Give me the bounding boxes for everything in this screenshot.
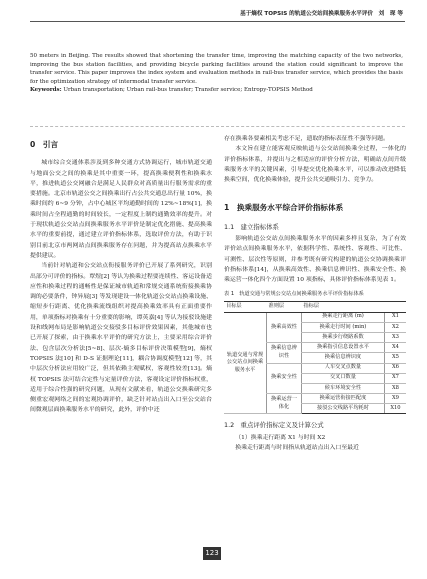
paragraph: 换乘走行距离与时间指从轨道站点出入口至最近 <box>235 445 359 452</box>
right-column <box>224 134 406 453</box>
table-header: 目标层 <box>224 301 267 312</box>
indicator-cell: 换乘走行距离 (m) <box>302 312 385 322</box>
code-cell: X6 <box>384 363 406 373</box>
table-row <box>224 312 406 322</box>
paragraph: 城市综合交通体系涉及到多种交通方式协调运行，城市轨道交通与地面公交之间的换乘是其中重要一环，提高换乘便利性和换乘水平，推进轨道公交网融合是满足人民群众对高质量出行服务需求的重要措施。北京市轨道公交之间换乘出行占公共交通总出行量 10%，换乘时间约 6~9 分钟，占中心城区平均通勤时间的 12%~18%[1]，换乘时间占全程通勤的时间较长，一定程度上制约通勤效率的提升。对于现状轨道公交站点间换乘服务水平评价是制定优化措施、提高换乘水平的重要前提，通过建立评价指标体系，选取评价方法，有助于识别目前北京市两网站点间换乘服务存在问题，并为提高站点换乘水平提供建议。 <box>30 160 212 259</box>
paragraph: 本文旨在建立能客观反映轨道与公交站间换乘全过程，一体化的评价指标体系，并提出与之相适应的评价分析方法，明确站点间升级乘服务水平的关键因素，引导提交优化换乘水平，可以推动改进降低换乘空间，优化换乘体验，提升公共交通吸引力、竞争力。 <box>224 146 406 184</box>
subsection-heading: 1.1 建立指标体系 <box>224 222 279 231</box>
indicator-cell: 换乘步行绕路系数 <box>302 332 385 342</box>
code-cell: X5 <box>384 353 406 363</box>
left-column <box>30 134 212 416</box>
subsection-heading: 1.2 重点评价指标定义及计算公式 <box>224 421 324 430</box>
indicator-cell: 交叉口数量 <box>302 373 385 383</box>
paragraph: （1）换乘走行距离 X1 与时间 X2 <box>235 434 326 441</box>
criterion-cell: 换乘信息辨识性 <box>267 343 302 363</box>
keywords-label: Keywords: <box>30 87 62 94</box>
table-caption: 表 1 轨道交通与常规公交站点间换乘服务水平评价指标体系 <box>224 290 364 297</box>
indicator-cell: 换乘信息辨识度 <box>302 353 385 363</box>
code-cell: X7 <box>384 373 406 383</box>
table-header: 准则层 <box>267 301 302 312</box>
paragraph: 影响轨道公交站点间换乘服务水平的因素多样且复杂，为了有效评价站点间换乘服务水平，依据科学性、系统性、客观性、可比性、可测性、层次性等原则，并参考既有研究构建的轨道公交协调换乘评价指标体系[14]，从换乘高效性、换乘信息辨识性、换乘安全性、换乘运营一体化四个方面设置 10 项指标，具体评价指标体系见表 1。 <box>224 236 406 284</box>
table-header: 指标层 <box>302 301 385 312</box>
criterion-cell: 换乘运营一体化 <box>267 394 302 414</box>
code-cell: X9 <box>384 394 406 404</box>
indicator-cell: 接驳公交线路平均耗时 <box>302 404 385 414</box>
indicator-cell: 人车交叉点数量 <box>302 363 385 373</box>
english-abstract <box>30 52 403 95</box>
code-cell: X10 <box>384 404 406 414</box>
indicator-cell: 换乘指引信息设置水平 <box>302 343 385 353</box>
page-number: 123 <box>203 547 221 560</box>
code-cell: X4 <box>384 343 406 353</box>
running-header: 基于熵权 TOPSIS 的轨道公交站间换乘服务水平评价 刘 琛 等 <box>30 8 405 22</box>
code-cell: X1 <box>384 312 406 322</box>
indicator-cell: 候车环境安全性 <box>302 383 385 393</box>
target-layer-cell: 轨道交通与常规公交站点间换乘服务水平 <box>224 312 267 414</box>
indicator-cell: 换乘走行时间 (min) <box>302 322 385 332</box>
indicator-cell: 换乘运营衔接匹配度 <box>302 394 385 404</box>
paragraph: 当前针对轨道和公交站点衔接服务评价已开展了系列研究，识别出部分可评价的指标。覃煜[2] 等认为换乘过程要连续性、客运设备适应性和换乘过程的通畅性是保证城市轨道和常规交通系统衔接换乘协调的必要条件，钟异展[3] 等发现建设一体化轨道公交站点换乘设施、缩短步行距离、优化换乘流线组织对提高换乘效率具有正面重要作用，单项指标对换乘有十分重要的影响，谭英嘉[4] 等认为接驳设施建设和线网布局是影响轨道公交接驳多目标评价效果因素，其他城市也已开展了探索，由于换乘水平评价的研究方法上，主要采用综合评价法、包含层次分析法[5~8]、层次-熵多目标评价决策模型[9]，熵权 TOPSIS 法[10] 和 D-S 证据理论[11]，耦合协调度模型[12] 等，其中层次分析法应用较广泛，但其依赖主观赋权，客观性较差[13]。熵权 TOPSIS 法可结合定性与定量评价方法，客观设定评价指标权重，适用于综合性强的研究问题，从现有文献来看，轨道公交换乘研究多侧重宏观网络之间的宏观协调评价，缺乏针对站点出入口至公交站台间微观层面换乘服务水平的研究，此外，评价中还 <box>30 263 212 414</box>
code-cell: X3 <box>384 332 406 342</box>
keywords-text: Urban transportation; Urban rail-bus transfer; Transfer service; Entropy-TOPSIS Method <box>61 87 313 94</box>
keywords-line <box>30 86 403 95</box>
section-heading-introduction: 0 引言 <box>30 140 59 149</box>
criterion-cell: 换乘安全性 <box>267 363 302 394</box>
code-cell: X2 <box>384 322 406 332</box>
section-heading-index-system: 1 换乘服务水平综合评价指标体系 <box>224 203 344 213</box>
code-cell: X8 <box>384 383 406 393</box>
index-system-table <box>224 301 406 414</box>
table-header <box>384 301 406 312</box>
abstract-separator <box>30 126 405 127</box>
criterion-cell: 换乘高效性 <box>267 312 302 343</box>
paragraph: 存在换乘各要素相关考虑不足，遗取的指标表征性不强等问题。 <box>224 136 389 142</box>
abstract-body: 50 meters in Beijing. The results showed that shortening the transfer time, improving the matching capacity of the two networks, improving the bus station facilities, and providing bicycle parking facilities around the station could significant to improve the transfer service. This paper improves the index system and evaluation methods in rail-bus transfer service, which provides the basis for the optimization strategy of intermodal transfer service. <box>30 53 403 85</box>
